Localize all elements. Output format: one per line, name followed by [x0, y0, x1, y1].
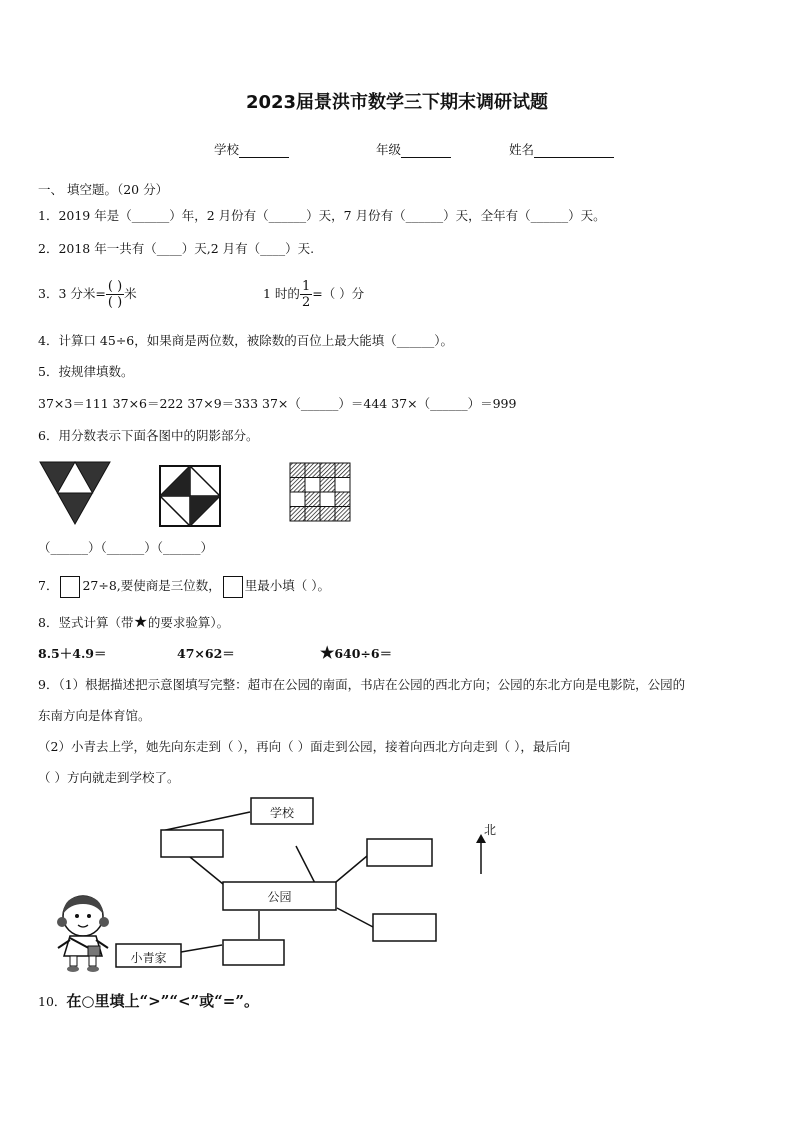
section-heading: 一、 填空题。（20 分）	[38, 182, 169, 197]
grid-cell	[335, 507, 350, 522]
answer-box[interactable]	[60, 576, 80, 598]
calc-b: 47×62＝	[177, 646, 235, 661]
grid-cell	[290, 492, 305, 507]
grid-cell	[335, 492, 350, 507]
map-school-label: 学校	[269, 806, 294, 820]
question-8	[38, 614, 229, 631]
q3-left-prefix: 3．3 分米=	[38, 286, 106, 301]
q3-right-num: 1	[301, 279, 311, 294]
question-5-line: 37×3＝111 37×6＝222 37×9＝333 37×（______）＝444 37×（______）＝999	[38, 396, 517, 411]
blank-box	[373, 914, 436, 941]
q8-prefix: 8．竖式计算（带	[38, 615, 134, 630]
grid-cell	[335, 463, 350, 478]
grid-cell	[320, 478, 335, 493]
grid-cell	[320, 507, 335, 522]
grid-cell	[305, 478, 320, 493]
north-arrow-icon	[474, 834, 488, 876]
q3-left-den: ( )	[107, 295, 123, 310]
question-6: 6．用分数表示下面各图中的阴影部分。	[38, 428, 259, 443]
question-3	[38, 272, 137, 316]
q8-suffix: 的要求验算）。	[147, 615, 230, 630]
q7-number: 7．	[38, 578, 59, 593]
name-blank[interactable]	[534, 143, 614, 158]
girl-illustration	[50, 892, 116, 974]
question-6-blanks: （______）（______）（______）	[38, 540, 214, 555]
question-9-1b: 东南方向是体育馆。	[38, 708, 151, 723]
grid-cell	[320, 463, 335, 478]
grade-blank[interactable]	[401, 143, 451, 158]
school-label: 学校	[214, 142, 240, 157]
q3-right-den: 2	[301, 295, 311, 310]
grid-cell	[335, 478, 350, 493]
q3-right-fraction	[300, 279, 312, 310]
triangle-figure	[38, 460, 112, 526]
calc-c-wrap	[320, 645, 392, 662]
question-2: 2．2018 年一共有（____）天,2 月有（____）天.	[38, 241, 315, 256]
square-triangles-figure	[159, 465, 221, 527]
north-label: 北	[484, 823, 497, 837]
connector-line	[161, 812, 250, 831]
connector-line	[190, 857, 223, 884]
q3-left-unit: 米	[124, 286, 137, 301]
grid-cell	[320, 492, 335, 507]
question-1: 1．2019 年是（______）年，2 月份有（______）天，7 月份有（______）天，全年有（______）天。	[38, 208, 606, 223]
connector-line	[337, 908, 373, 927]
question-7	[38, 574, 330, 598]
grade-field	[376, 142, 451, 158]
grid-cell	[290, 507, 305, 522]
grid-cell	[305, 463, 320, 478]
q7-middle: 27÷8,要使商是三位数，	[82, 578, 221, 593]
q3-right-suffix: =（ ）分	[312, 286, 365, 301]
calc-a: 8.5＋4.9＝	[38, 646, 107, 661]
name-label: 姓名	[509, 142, 535, 157]
question-5: 5．按规律填数。	[38, 364, 134, 379]
grid-cell	[290, 463, 305, 478]
blank-box	[223, 940, 284, 965]
map-home-label: 小青家	[130, 951, 167, 965]
calc-c: 640÷6＝	[334, 646, 393, 661]
star-icon: ★	[133, 612, 148, 631]
name-field	[509, 142, 614, 158]
q3-left-num: ( )	[107, 279, 123, 294]
grid-cell	[305, 492, 320, 507]
school-blank[interactable]	[239, 143, 289, 158]
grid-figure	[289, 462, 351, 522]
school-field	[214, 142, 289, 158]
question-9-2b: （ ）方向就走到学校了。	[38, 770, 180, 785]
q7-end: 里最小填（ ）。	[244, 578, 330, 593]
question-9-1a: 9．（1）根据描述把示意图填写完整：超市在公园的南面，书店在公园的西北方向；公园的东北方向是电影院，公园的	[38, 677, 686, 692]
question-9-2a: （2）小青去上学，她先向东走到（ ），再向（ ）面走到公园，接着向西北方向走到（ ），最后向	[38, 739, 571, 754]
connector-line	[336, 856, 367, 882]
question-4: 4．计算口 45÷6，如果商是两位数，被除数的百位上最大能填（______）。	[38, 333, 454, 348]
question-3-right	[263, 272, 364, 316]
page-title: 2023届景洪市数学三下期末调研试题	[245, 92, 549, 113]
q10-number: 10．	[38, 994, 67, 1009]
blank-box	[367, 839, 432, 866]
blank-box	[161, 830, 223, 857]
grade-label: 年级	[376, 142, 402, 157]
map-park-label: 公园	[267, 890, 292, 904]
connector-line	[181, 945, 222, 952]
q3-right-prefix: 1 时的	[263, 286, 300, 301]
grid-cell	[290, 478, 305, 493]
answer-box[interactable]	[223, 576, 243, 598]
star-icon: ★	[320, 643, 335, 662]
q10-text: 在○里填上“>”“<”或“=”。	[66, 992, 259, 1010]
q3-left-fraction	[106, 279, 124, 310]
question-10	[38, 991, 259, 1012]
grid-cell	[305, 507, 320, 522]
